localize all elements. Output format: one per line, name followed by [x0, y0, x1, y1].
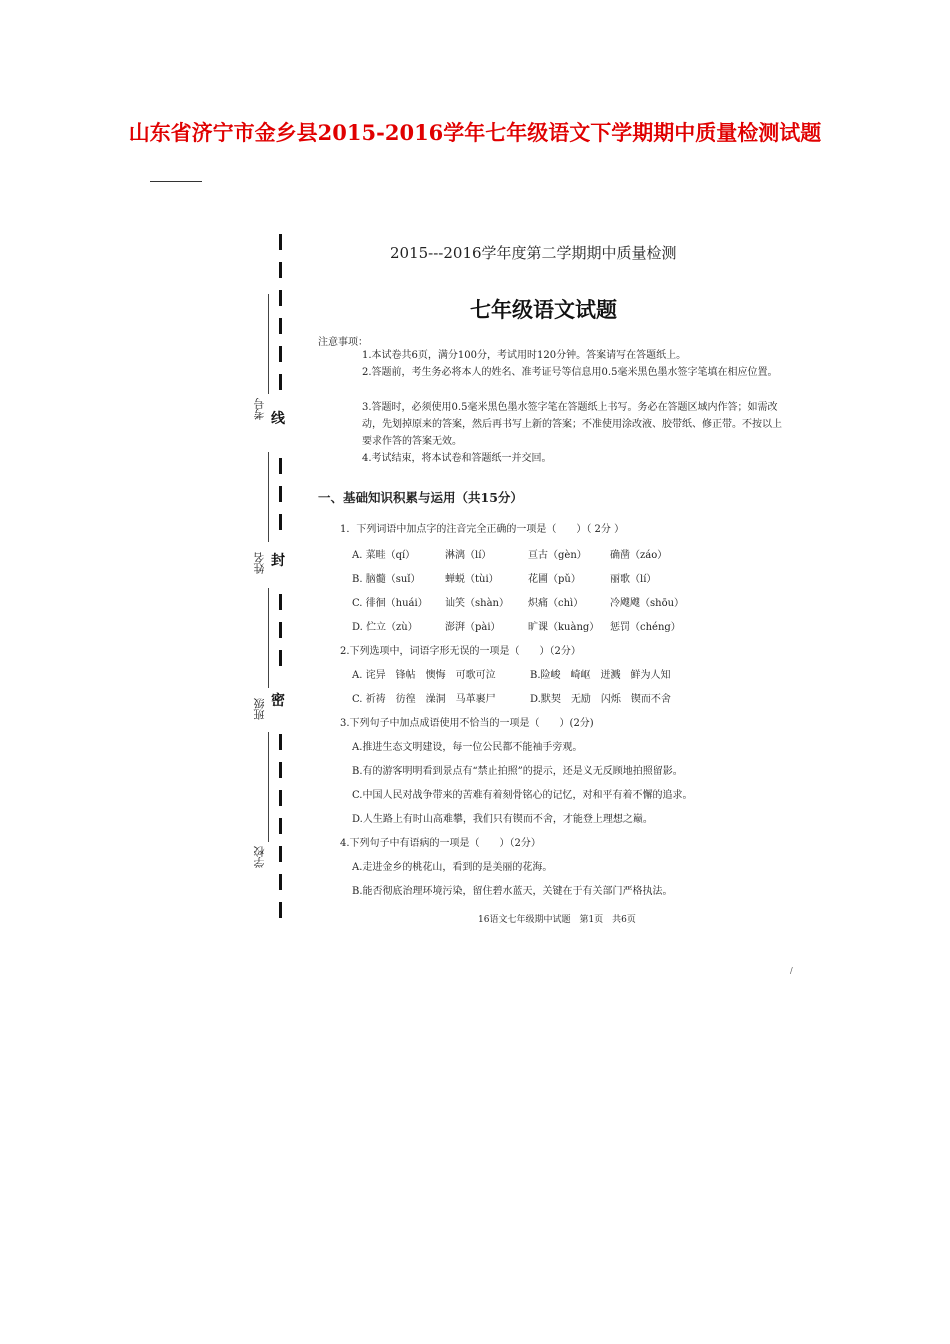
exam-header: 2015---2016学年度第二学期期中质量检测	[390, 244, 677, 262]
binding-dash	[279, 790, 282, 806]
binding-dash	[279, 262, 282, 278]
option-word: C. 徘徊（huái）	[352, 598, 428, 609]
option-word: 惩罚（chéng）	[610, 622, 681, 633]
option-word: 澎湃（pài）	[445, 622, 501, 633]
exam-title: 七年级语文试题	[470, 297, 617, 322]
question-stem: 2.下列选项中，词语字形无误的一项是（ ）（2分）	[340, 646, 581, 657]
seal-char-feng: 封	[271, 550, 285, 570]
question-stem: 4.下列句子中有语病的一项是（ ）（2分）	[340, 838, 541, 849]
option-row: D.默契 无励 闪烁 锲而不舍	[530, 694, 671, 705]
option-word: 蝉蜕（tùi）	[445, 574, 499, 585]
binding-dash	[279, 762, 282, 778]
seal-char-mi: 密	[271, 690, 285, 710]
option-sentence: A.走进金乡的桃花山，看到的是美丽的花海。	[352, 862, 553, 873]
binding-dash	[279, 486, 282, 502]
option-word: 丽歌（lí）	[610, 574, 657, 585]
question-stem: 1．下列词语中加点字的注音完全正确的一项是（ ）（ 2分 ）	[340, 524, 625, 535]
section-heading: 一、基础知识积累与运用（共15分）	[318, 490, 523, 505]
binding-dash	[279, 346, 282, 362]
binding-dash	[279, 290, 282, 306]
option-row: C. 祈祷 彷徨 澡洞 马革裹尸	[352, 694, 496, 705]
binding-dash	[279, 594, 282, 610]
option-sentence: B.有的游客明明看到景点有“禁止拍照”的提示，还是义无反顾地拍照留影。	[352, 766, 683, 777]
document-title: 山东省济宁市金乡县2015-2016学年七年级语文下学期期中质量检测试题	[128, 120, 822, 145]
binding-dash	[279, 846, 282, 862]
option-word: 花圃（pǔ）	[528, 574, 581, 585]
school-line	[268, 732, 269, 842]
binding-dash	[279, 234, 282, 250]
option-word: 确凿（záo）	[610, 550, 668, 561]
scanned-exam-page	[240, 222, 820, 975]
option-word: 淋漓（lí）	[445, 550, 492, 561]
name-line	[268, 452, 269, 542]
school-label: 学校	[253, 846, 266, 868]
note-item: 1.本试卷共6页，满分100分，考试用时120分钟。答案请写在答题纸上。	[362, 350, 687, 361]
binding-dash	[279, 318, 282, 334]
note-item: 3.答题时，必须使用0.5毫米黑色墨水签字笔在答题纸上书写。务必在答题区域内作答；如需改动，先划掉原来的答案，然后再书写上新的答案；不准使用涂改液、胶带纸、修正带。不按以上要求作答的答案无效。	[362, 402, 782, 447]
option-sentence: B.能否彻底治理环境污染，留住碧水蓝天，关键在于有关部门严格执法。	[352, 886, 673, 897]
option-word: 旷课（kuàng）	[528, 622, 600, 633]
name-label: 姓名	[253, 552, 266, 574]
question-stem: 3.下列句子中加点成语使用不恰当的一项是（ ）(2分)	[340, 718, 594, 729]
option-sentence: A.推进生态文明建设，每一位公民都不能袖手旁观。	[352, 742, 583, 753]
option-word: 亘古（gèn）	[528, 550, 587, 561]
binding-dash	[279, 622, 282, 638]
exam-number-label: 考号	[253, 398, 266, 420]
binding-dash	[279, 902, 282, 918]
option-word: 讪笑（shàn）	[445, 598, 509, 609]
option-sentence: D.人生路上有时山高难攀，我们只有锲而不舍，才能登上理想之巅。	[352, 814, 653, 825]
option-word: A. 菜畦（qí）	[352, 550, 416, 561]
class-label: 班级	[253, 698, 266, 720]
class-line	[268, 588, 269, 688]
binding-dash	[279, 874, 282, 890]
option-word: B. 脑髓（suǐ）	[352, 574, 421, 585]
option-sentence: C.中国人民对战争带来的苦难有着刻骨铭心的记忆，对和平有着不懈的追求。	[352, 790, 693, 801]
title-divider	[150, 181, 202, 182]
binding-dash	[279, 734, 282, 750]
binding-dash	[279, 458, 282, 474]
exam-number-line	[268, 294, 269, 394]
scan-speck: /	[790, 966, 793, 975]
note-item: 2.答题前，考生务必将本人的姓名、准考证号等信息用0.5毫米黑色墨水签字笔填在相应位置。	[362, 367, 778, 378]
binding-dash	[279, 514, 282, 530]
option-row: B.险峻 崎岖 迸溅 鲜为人知	[530, 670, 671, 681]
option-word: D. 伫立（zù）	[352, 622, 418, 633]
binding-dash	[279, 650, 282, 666]
binding-dash	[279, 818, 282, 834]
notes-heading: 注意事项：	[318, 337, 368, 348]
binding-dash	[279, 374, 282, 390]
seal-char-xian: 线	[271, 408, 285, 428]
option-row: A. 诧异 锋帖 懊悔 可歌可泣	[352, 670, 496, 681]
option-word: 炽痛（chì）	[528, 598, 584, 609]
option-word: 冷飕飕（shōu）	[610, 598, 685, 609]
page-footer: 16语文七年级期中试题 第1页 共6页	[478, 915, 636, 925]
note-item: 4.考试结束，将本试卷和答题纸一并交回。	[362, 453, 552, 464]
